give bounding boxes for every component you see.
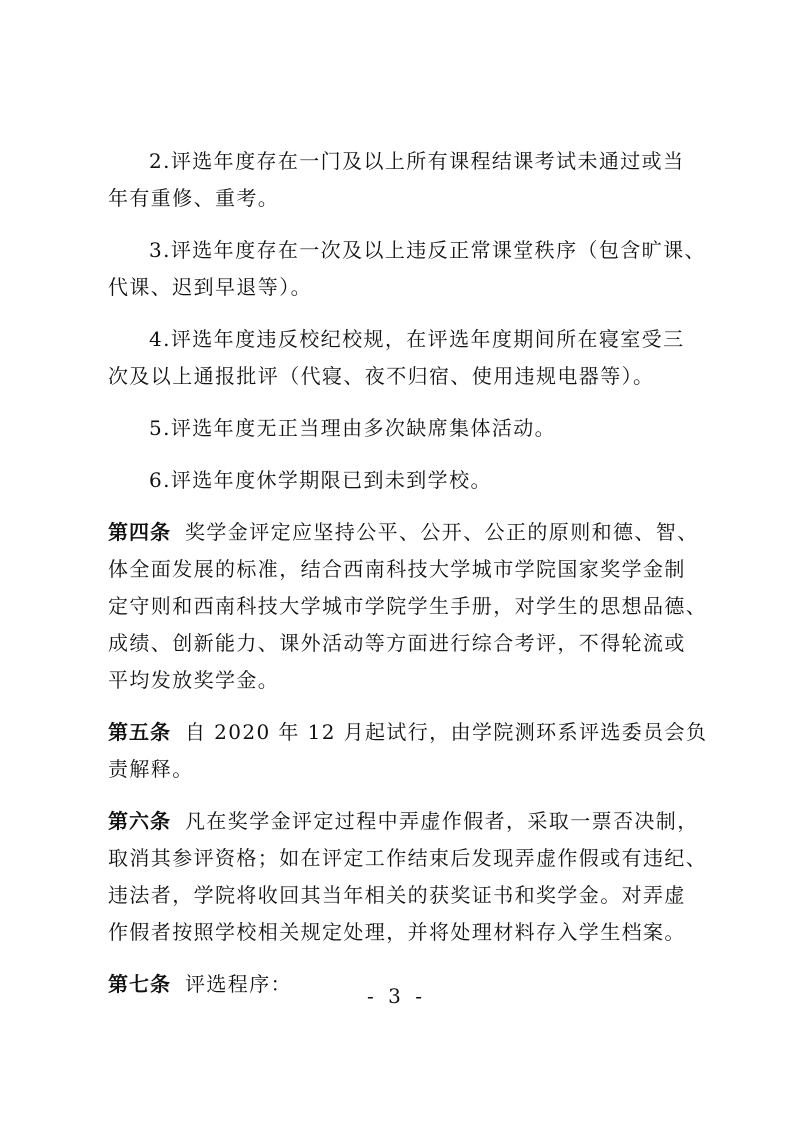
item-3-line-1: 3.评选年度存在一次及以上违反正常课堂秩序（包含旷课、 [149,238,706,262]
article-6-line-3: 违法者，学院将收回其当年相关的获奖证书和奖学金。对弄虚 [108,883,686,907]
article-6-first-line: 凡在奖学金评定过程中弄虚作假者，采取一票否决制， [185,809,699,833]
document-body [108,143,708,1003]
article-4-title: 第四条 [108,520,171,544]
item-3-line-2: 代课、迟到早退等）。 [108,275,312,299]
article-4-line-5: 平均发放奖学金。 [108,668,280,692]
item-5-line-1: 5.评选年度无正当理由多次缺席集体活动。 [149,416,557,440]
article-5-line-1 [108,714,708,751]
item-6-line-1: 6.评选年度休学期限已到未到学校。 [149,468,492,492]
page-number: - 3 - [367,984,426,1008]
article-5-title: 第五条 [108,720,171,744]
article-7-first-line: 评选程序： [185,972,292,996]
item-2-line-1: 2.评选年度存在一门及以上所有课程结课考试未通过或当 [149,149,685,173]
item-2-line-2: 年有重修、重考。 [108,186,280,210]
article-6-line-2: 取消其参评资格；如在评定工作结束后发现弄虚作假或有违纪、 [108,846,708,870]
article-4-line-4: 成绩、创新能力、课外活动等方面进行综合考评，不得轮流或 [108,631,686,655]
item-4-line-2: 次及以上通报批评（代寝、夜不归宿、使用违规电器等）。 [108,364,655,388]
article-4-line-3: 定守则和西南科技大学城市学院学生手册，对学生的思想品德、 [108,594,708,618]
article-4-first-line: 奖学金评定应坚持公平、公开、公正的原则和德、智、 [185,520,699,544]
article-6-line-4: 作假者按照学校相关规定处理，并将处理材料存入学生档案。 [108,920,686,944]
article-6-line-1 [108,803,699,840]
article-7-title: 第七条 [108,972,171,996]
item-4-line-1: 4.评选年度违反校纪校规，在评选年度期间所在寝室受三 [149,327,685,351]
article-6-title: 第六条 [108,809,171,833]
article-5-first-line: 自 2020 年 12 月起试行，由学院测环系评选委员会负 [185,720,708,744]
article-4-line-1 [108,514,699,551]
article-4-line-2: 体全面发展的标准，结合西南科技大学城市学院国家奖学金制 [108,557,686,581]
article-5-line-2: 责解释。 [108,757,194,781]
